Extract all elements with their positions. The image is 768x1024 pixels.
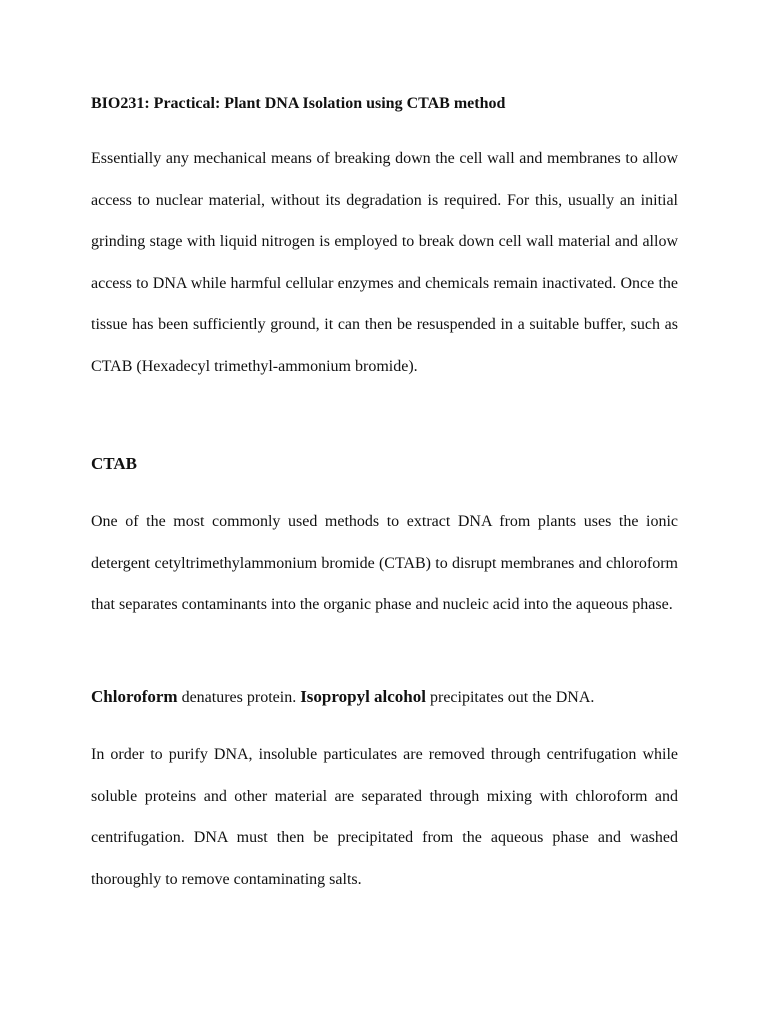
section-heading-ctab: CTAB bbox=[91, 454, 137, 473]
chloroform-term: Chloroform bbox=[91, 687, 178, 706]
isopropyl-description: precipitates out the DNA. bbox=[426, 689, 595, 706]
purify-paragraph: In order to purify DNA, insoluble particulates are removed through centrifugation while soluble proteins and other material are separated through mixing with chloroform and centrifugation. DNA must then be precipitated from the aqueous phase and washed thoroughly to remove contaminating salts. bbox=[91, 746, 678, 888]
chloroform-description: denatures protein. bbox=[177, 689, 301, 706]
isopropyl-alcohol-term: Isopropyl alcohol bbox=[300, 687, 426, 706]
document-title: BIO231: Practical: Plant DNA Isolation using CTAB method bbox=[91, 95, 506, 112]
intro-paragraph: Essentially any mechanical means of breaking down the cell wall and membranes to allow access to nuclear material, without its degradation is required. For this, usually an initial grinding stage with liquid nitrogen is employed to break down cell wall material and allow access to DNA while harmful cellular enzymes and chemicals remain inactivated. Once the tissue has been sufficiently ground, it can then be resuspended in a suitable buffer, such as CTAB (Hexadecyl trimethyl-ammonium bromide). bbox=[91, 150, 678, 375]
reagents-line bbox=[91, 686, 678, 709]
ctab-paragraph: One of the most commonly used methods to extract DNA from plants uses the ionic detergent cetyltrimethylammonium bromide (CTAB) to disrupt membranes and chloroform that separates contaminants into the organic phase and nucleic acid into the aqueous phase. bbox=[91, 513, 678, 614]
